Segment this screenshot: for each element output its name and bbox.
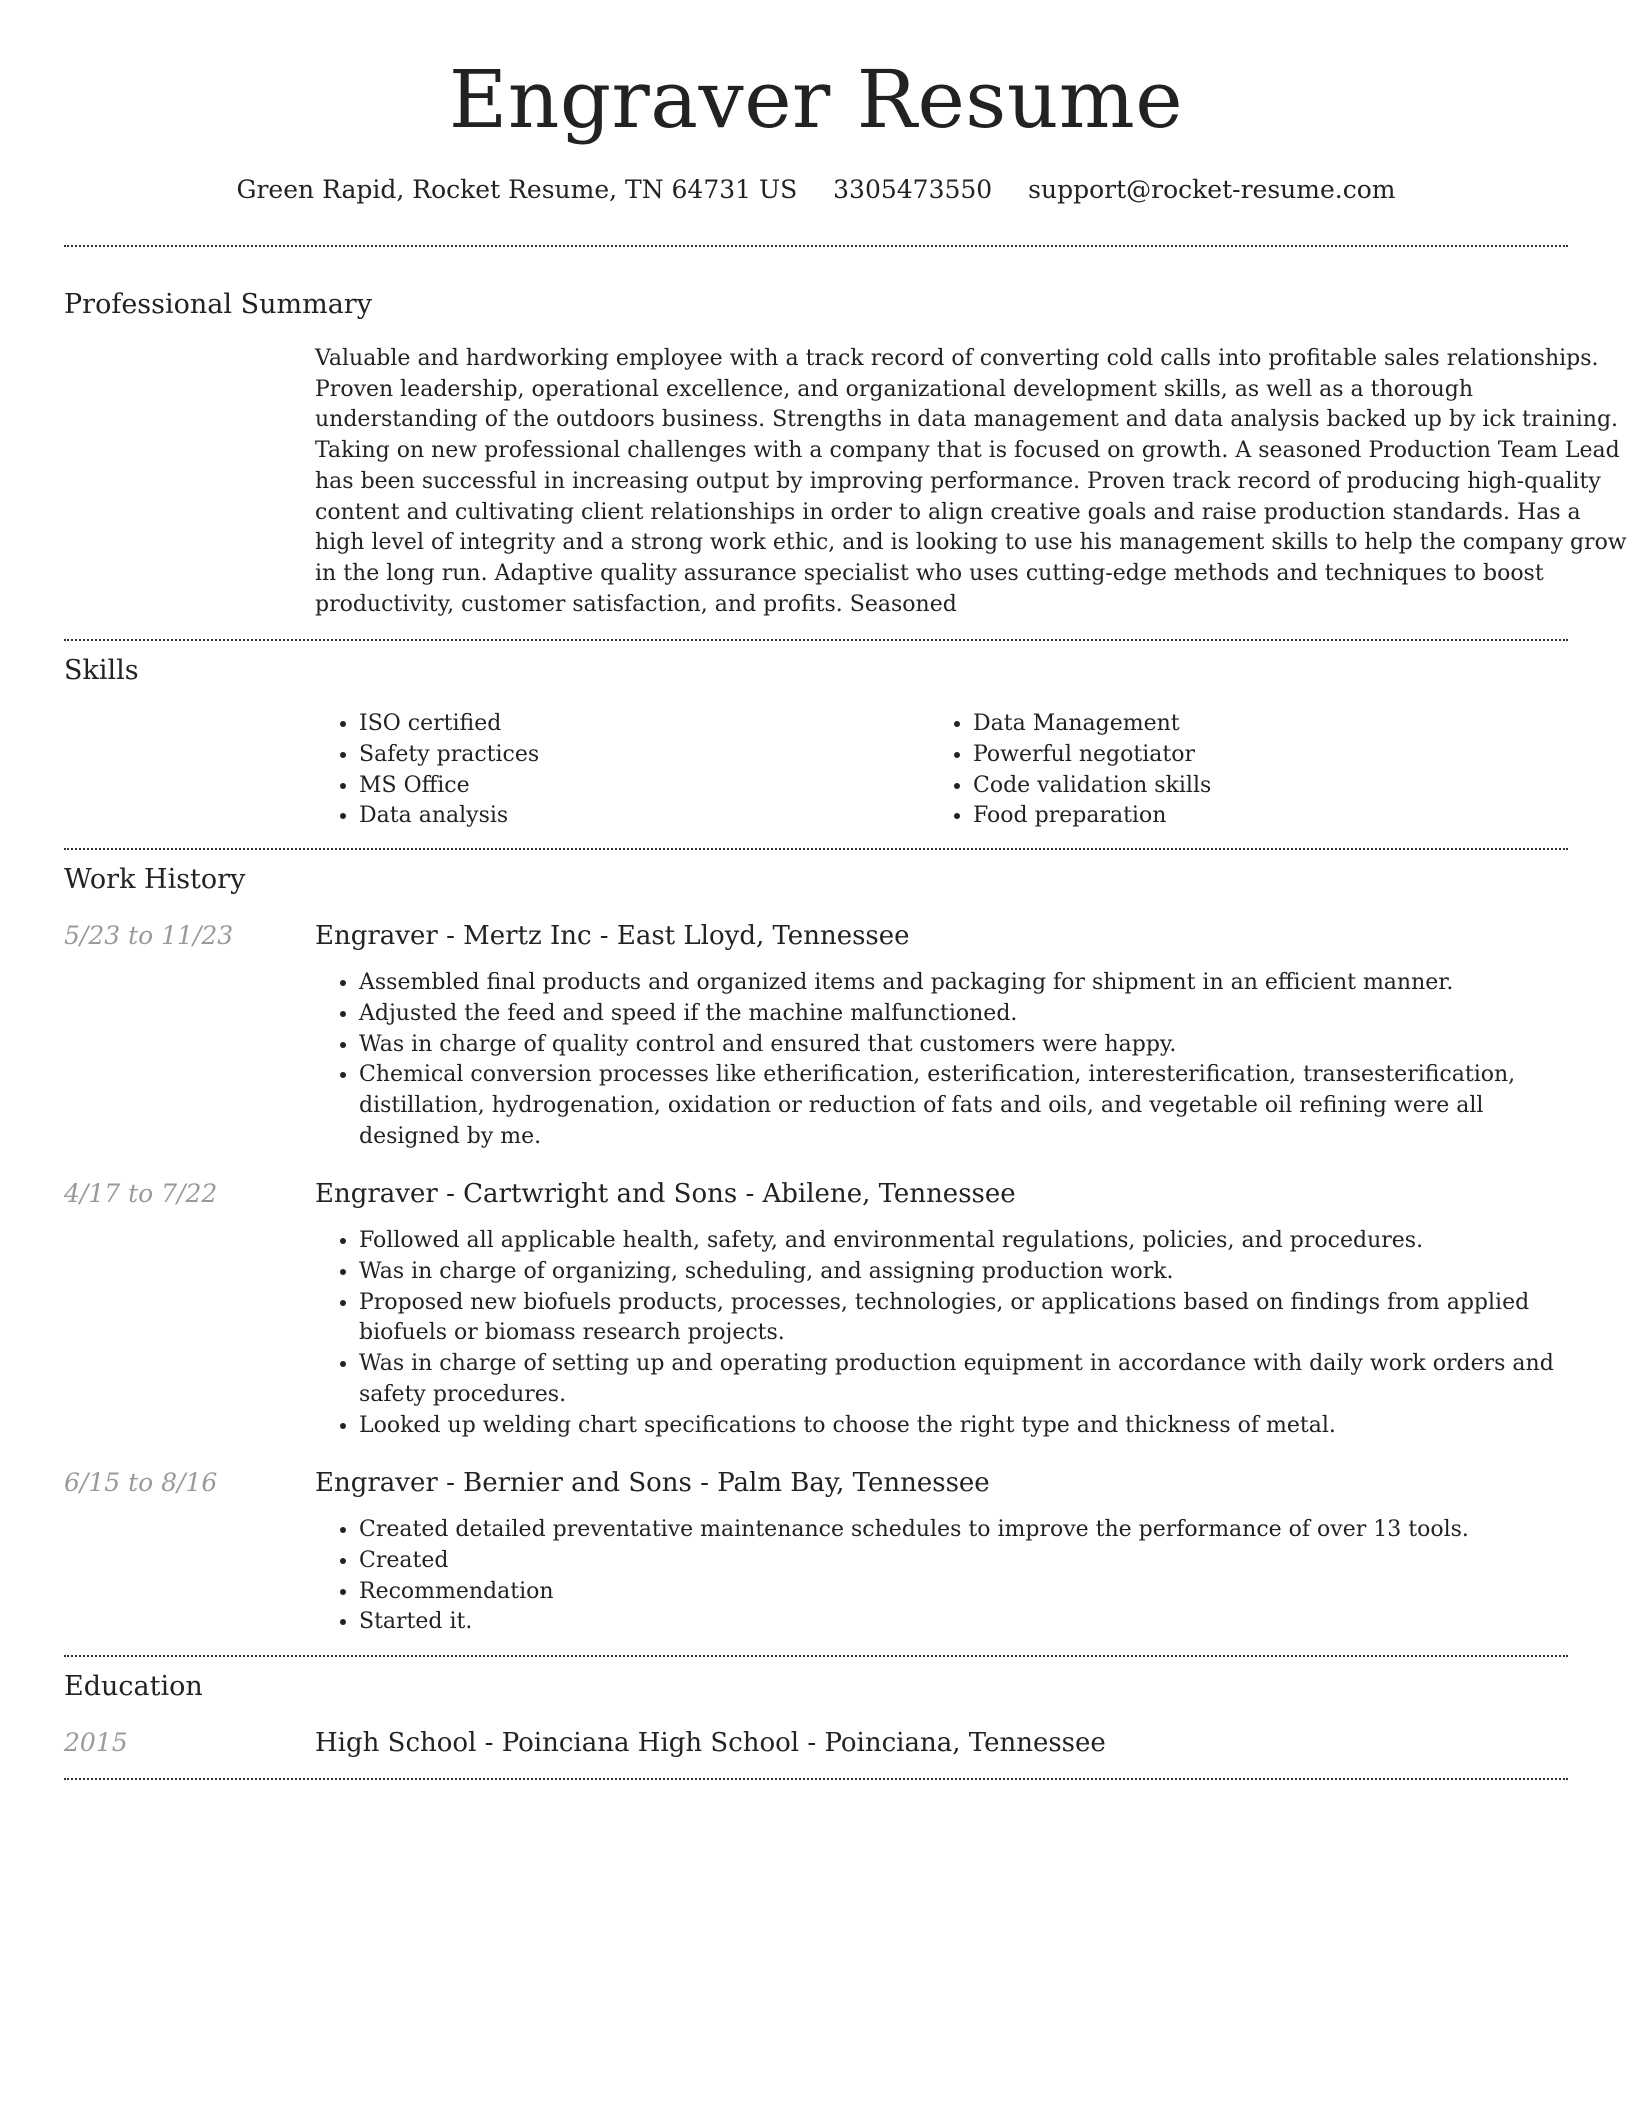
- job-bullet: • Followed all applicable health, safety, and environmental regulations, policies, and procedures.: [359, 1226, 1568, 1257]
- divider: [64, 848, 1568, 850]
- professional-summary-section: [64, 287, 1627, 620]
- job-bullet: • Was in charge of quality control and ensured that customers were happy.: [359, 1030, 1568, 1061]
- job-title: Engraver - Mertz Inc - East Lloyd, Tennessee: [315, 921, 910, 952]
- contact-phone: 3305473550: [833, 175, 993, 204]
- job-entry: [64, 918, 1568, 1152]
- job-dates: 4/17 to 7/22: [64, 1179, 218, 1209]
- job-bullet: • Adjusted the feed and speed if the machine malfunctioned.: [359, 999, 1568, 1030]
- education-entry: [64, 1725, 1568, 1761]
- skills-list-right: [929, 709, 1543, 832]
- job-bullet: • Assembled final products and organized items and packaging for shipment in an efficient manner.: [359, 968, 1568, 999]
- work-history-section: [64, 862, 1568, 1638]
- skill-item: • Food preparation: [973, 801, 1543, 832]
- job-bullet: • Created detailed preventative maintenance schedules to improve the performance of over 13 tools.: [359, 1515, 1568, 1546]
- resume-title: Engraver Resume: [448, 53, 1184, 146]
- job-bullet: • Looked up welding chart specifications to choose the right type and thickness of metal.: [359, 1411, 1568, 1442]
- divider: [64, 1655, 1568, 1657]
- skill-item: • Powerful negotiator: [973, 740, 1543, 771]
- skill-item: • Code validation skills: [973, 771, 1543, 802]
- job-bullet: • Was in charge of organizing, scheduling, and assigning production work.: [359, 1257, 1568, 1288]
- job-bullet: • Created: [359, 1546, 1568, 1577]
- job-entry: [64, 1176, 1568, 1441]
- contact-line: [64, 172, 1568, 208]
- section-heading-summary: Professional Summary: [64, 289, 372, 320]
- education-section: [64, 1669, 1568, 1761]
- job-bullet: • Started it.: [359, 1607, 1568, 1638]
- education-title: High School - Poinciana High School - Poinciana, Tennessee: [315, 1728, 1106, 1759]
- contact-address: Green Rapid, Rocket Resume, TN 64731 US: [236, 175, 798, 204]
- job-details: [315, 1465, 1568, 1638]
- job-bullet: • Chemical conversion processes like etherification, esterification, interesterification, transesterification, distillation, hydrogenation, oxidation or reduction of fats and oils, and vegetable oil refining were all designed by me.: [359, 1060, 1568, 1152]
- summary-text: Valuable and hardworking employee with a track record of converting cold calls into profitable sales relationships. Proven leadership, operational excellence, and organizational development skills, as well as a thorough understanding of the outdoors business. Strengths in data management and data analysis backed up by ick training. Taking on new professional challenges with a company that is focused on growth. A seasoned Production Team Lead has been successful in increasing output by improving performance. Proven track record of producing high-quality content and cultivating client relationships in order to align creative goals and raise production standards. Has a high level of integrity and a strong work ethic, and is looking to use his management skills to help the company grow in the long run. Adaptive quality assurance specialist who uses cutting-edge methods and techniques to boost productivity, customer satisfaction, and profits. Seasoned: [315, 346, 1627, 617]
- job-bullet: • Proposed new biofuels products, processes, technologies, or applications based on findings from applied biofuels or biomass research projects.: [359, 1288, 1568, 1349]
- job-bullets: [315, 1226, 1568, 1441]
- job-title: Engraver - Bernier and Sons - Palm Bay, Tennessee: [315, 1468, 990, 1499]
- job-title: Engraver - Cartwright and Sons - Abilene, Tennessee: [315, 1179, 1016, 1210]
- job-bullet: • Recommendation: [359, 1577, 1568, 1608]
- section-heading-skills: Skills: [64, 655, 139, 687]
- job-bullet: • Was in charge of setting up and operating production equipment in accordance with daily work orders and safety procedures.: [359, 1349, 1568, 1410]
- skill-item: • Safety practices: [359, 740, 929, 771]
- job-bullets: [315, 1515, 1568, 1638]
- contact-email: support@rocket-resume.com: [1028, 175, 1396, 204]
- divider: [64, 1778, 1568, 1780]
- section-heading-education: Education: [64, 1671, 203, 1703]
- skills-grid: [315, 709, 1568, 832]
- job-dates: 5/23 to 11/23: [64, 921, 234, 951]
- job-details: [315, 918, 1568, 1152]
- section-heading-work-history: Work History: [64, 864, 246, 896]
- skill-item: • MS Office: [359, 771, 929, 802]
- skills-section: [64, 653, 1568, 832]
- divider: [64, 245, 1568, 247]
- job-dates: 6/15 to 8/16: [64, 1468, 218, 1498]
- skill-item: • Data analysis: [359, 801, 929, 832]
- skill-item: • ISO certified: [359, 709, 929, 740]
- job-bullets: [315, 968, 1568, 1152]
- divider: [64, 639, 1568, 641]
- skills-list-left: [315, 709, 929, 832]
- job-details: [315, 1176, 1568, 1441]
- education-year: 2015: [64, 1728, 128, 1758]
- skill-item: • Data Management: [973, 709, 1543, 740]
- job-entry: [64, 1465, 1568, 1638]
